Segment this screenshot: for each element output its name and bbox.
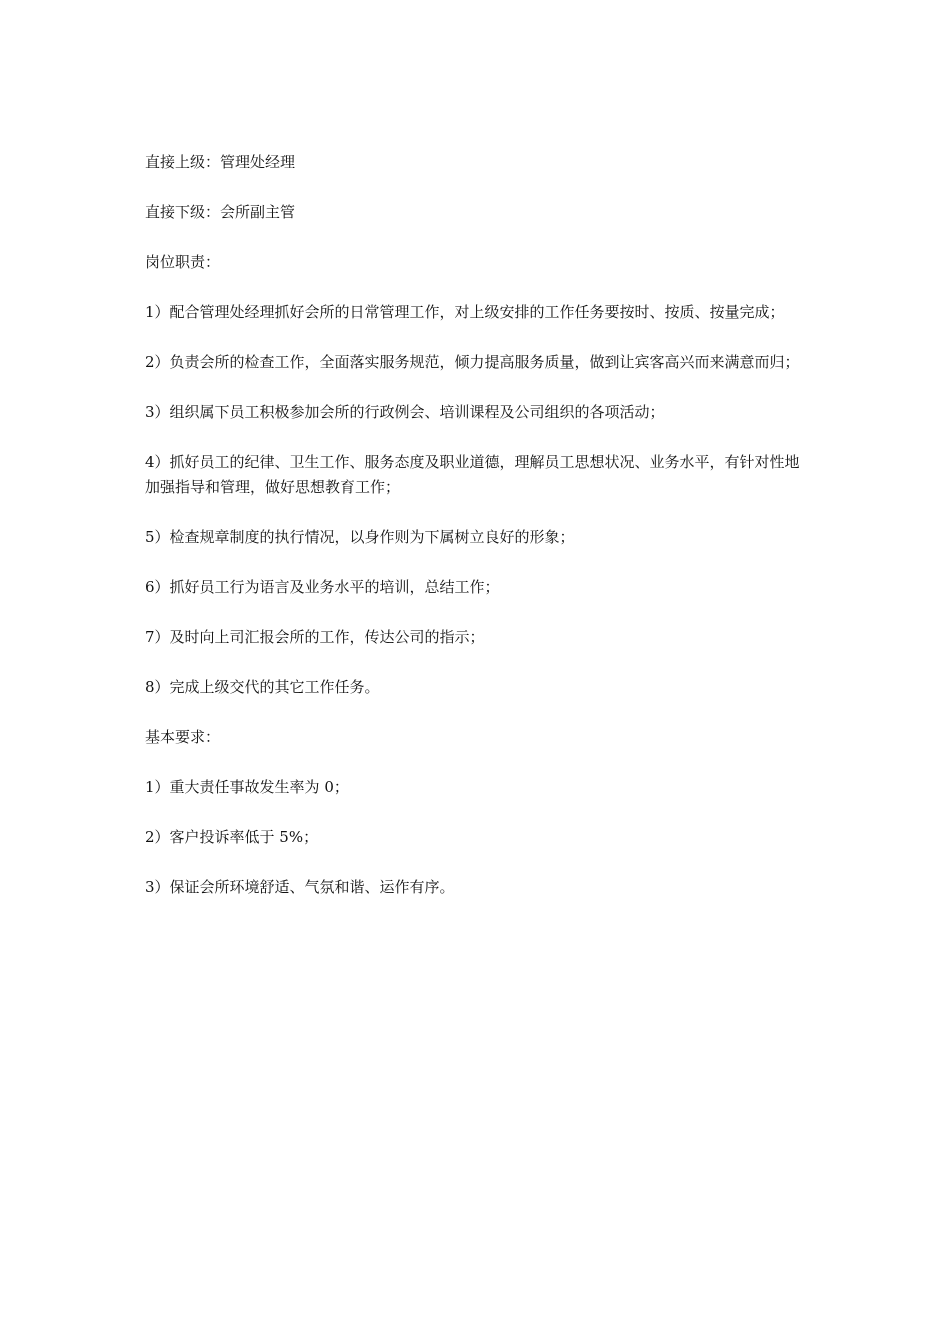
requirements-heading: 基本要求： [145, 728, 221, 746]
duty-item: 8）完成上级交代的其它工作任务。 [145, 678, 380, 696]
duty-item: 3）组织属下员工积极参加会所的行政例会、培训课程及公司组织的各项活动； [145, 403, 665, 421]
duties-heading: 岗位职责： [145, 253, 221, 271]
duty-item: 2）负责会所的检查工作，全面落实服务规范，倾力提高服务质量，做到让宾客高兴而来满意而归； [145, 353, 800, 371]
duty-item: 6）抓好员工行为语言及业务水平的培训，总结工作； [145, 578, 500, 596]
requirement-item: 2）客户投诉率低于 5%； [145, 828, 319, 846]
document-body [145, 150, 810, 925]
duty-item: 1）配合管理处经理抓好会所的日常管理工作，对上级安排的工作任务要按时、按质、按量完成； [145, 303, 785, 321]
duty-item: 4）抓好员工的纪律、卫生工作、服务态度及职业道德，理解员工思想状况、业务水平，有针对性地加强指导和管理，做好思想教育工作； [145, 453, 800, 496]
duty-item: 5）检查规章制度的执行情况，以身作则为下属树立良好的形象； [145, 528, 575, 546]
duty-item: 7）及时向上司汇报会所的工作，传达公司的指示； [145, 628, 485, 646]
requirement-item: 3）保证会所环境舒适、气氛和谐、运作有序。 [145, 878, 455, 896]
direct-subordinate-line: 直接下级：会所副主管 [145, 203, 296, 221]
requirement-item: 1）重大责任事故发生率为 0； [145, 778, 349, 796]
direct-supervisor-line: 直接上级：管理处经理 [145, 153, 296, 171]
